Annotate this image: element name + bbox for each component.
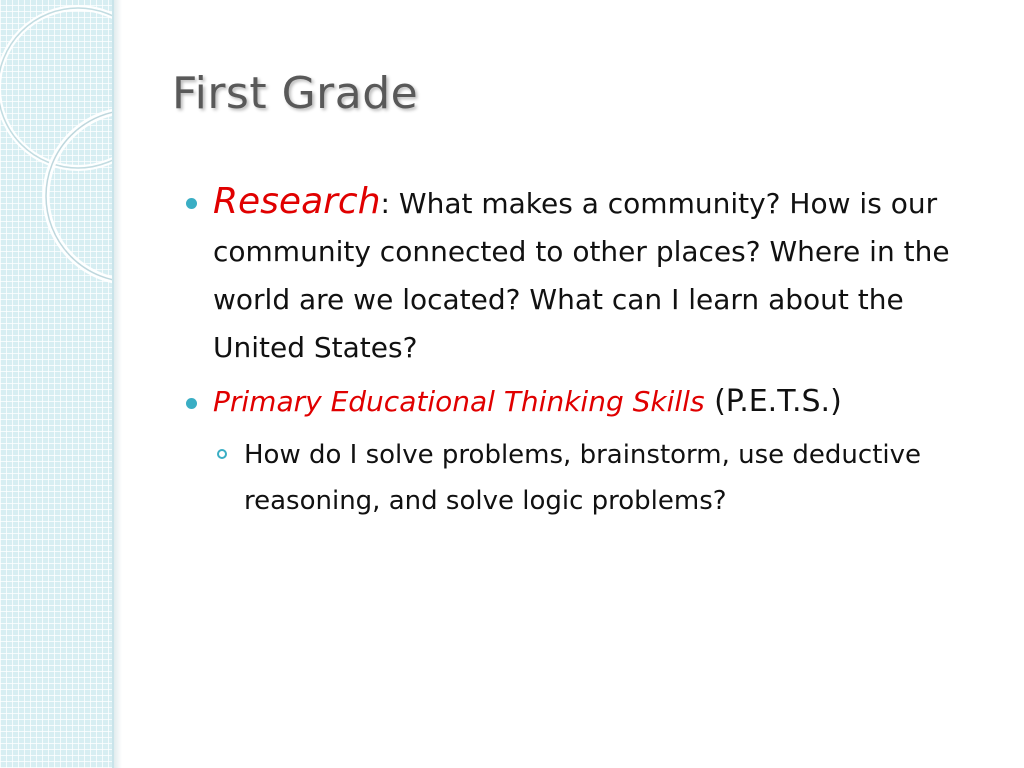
slide-content (186, 178, 986, 524)
bullet-pets (186, 378, 986, 426)
bullet-research (186, 178, 986, 372)
bullet-dot-icon (186, 198, 197, 209)
sub-bullet-problem-solving (217, 432, 986, 524)
decorative-side-band (0, 0, 112, 768)
research-text: What makes a community? How is our community connected to other places? Where in the world are we located? What can I learn about the United States? (213, 187, 950, 364)
research-term: Research (213, 181, 381, 222)
side-band-shadow (114, 0, 122, 768)
decorative-rings-icon (0, 0, 112, 330)
research-separator: : (380, 187, 390, 220)
sub-bullet-ring-icon (217, 449, 227, 459)
pets-text: (P.E.T.S.) (704, 384, 842, 419)
slide-title: First Grade (172, 68, 419, 119)
pets-term: Primary Educational Thinking Skills (213, 385, 705, 418)
sub-bullet-text: How do I solve problems, brainstorm, use deductive reasoning, and solve logic problems? (244, 440, 922, 516)
bullet-dot-icon (186, 398, 197, 409)
